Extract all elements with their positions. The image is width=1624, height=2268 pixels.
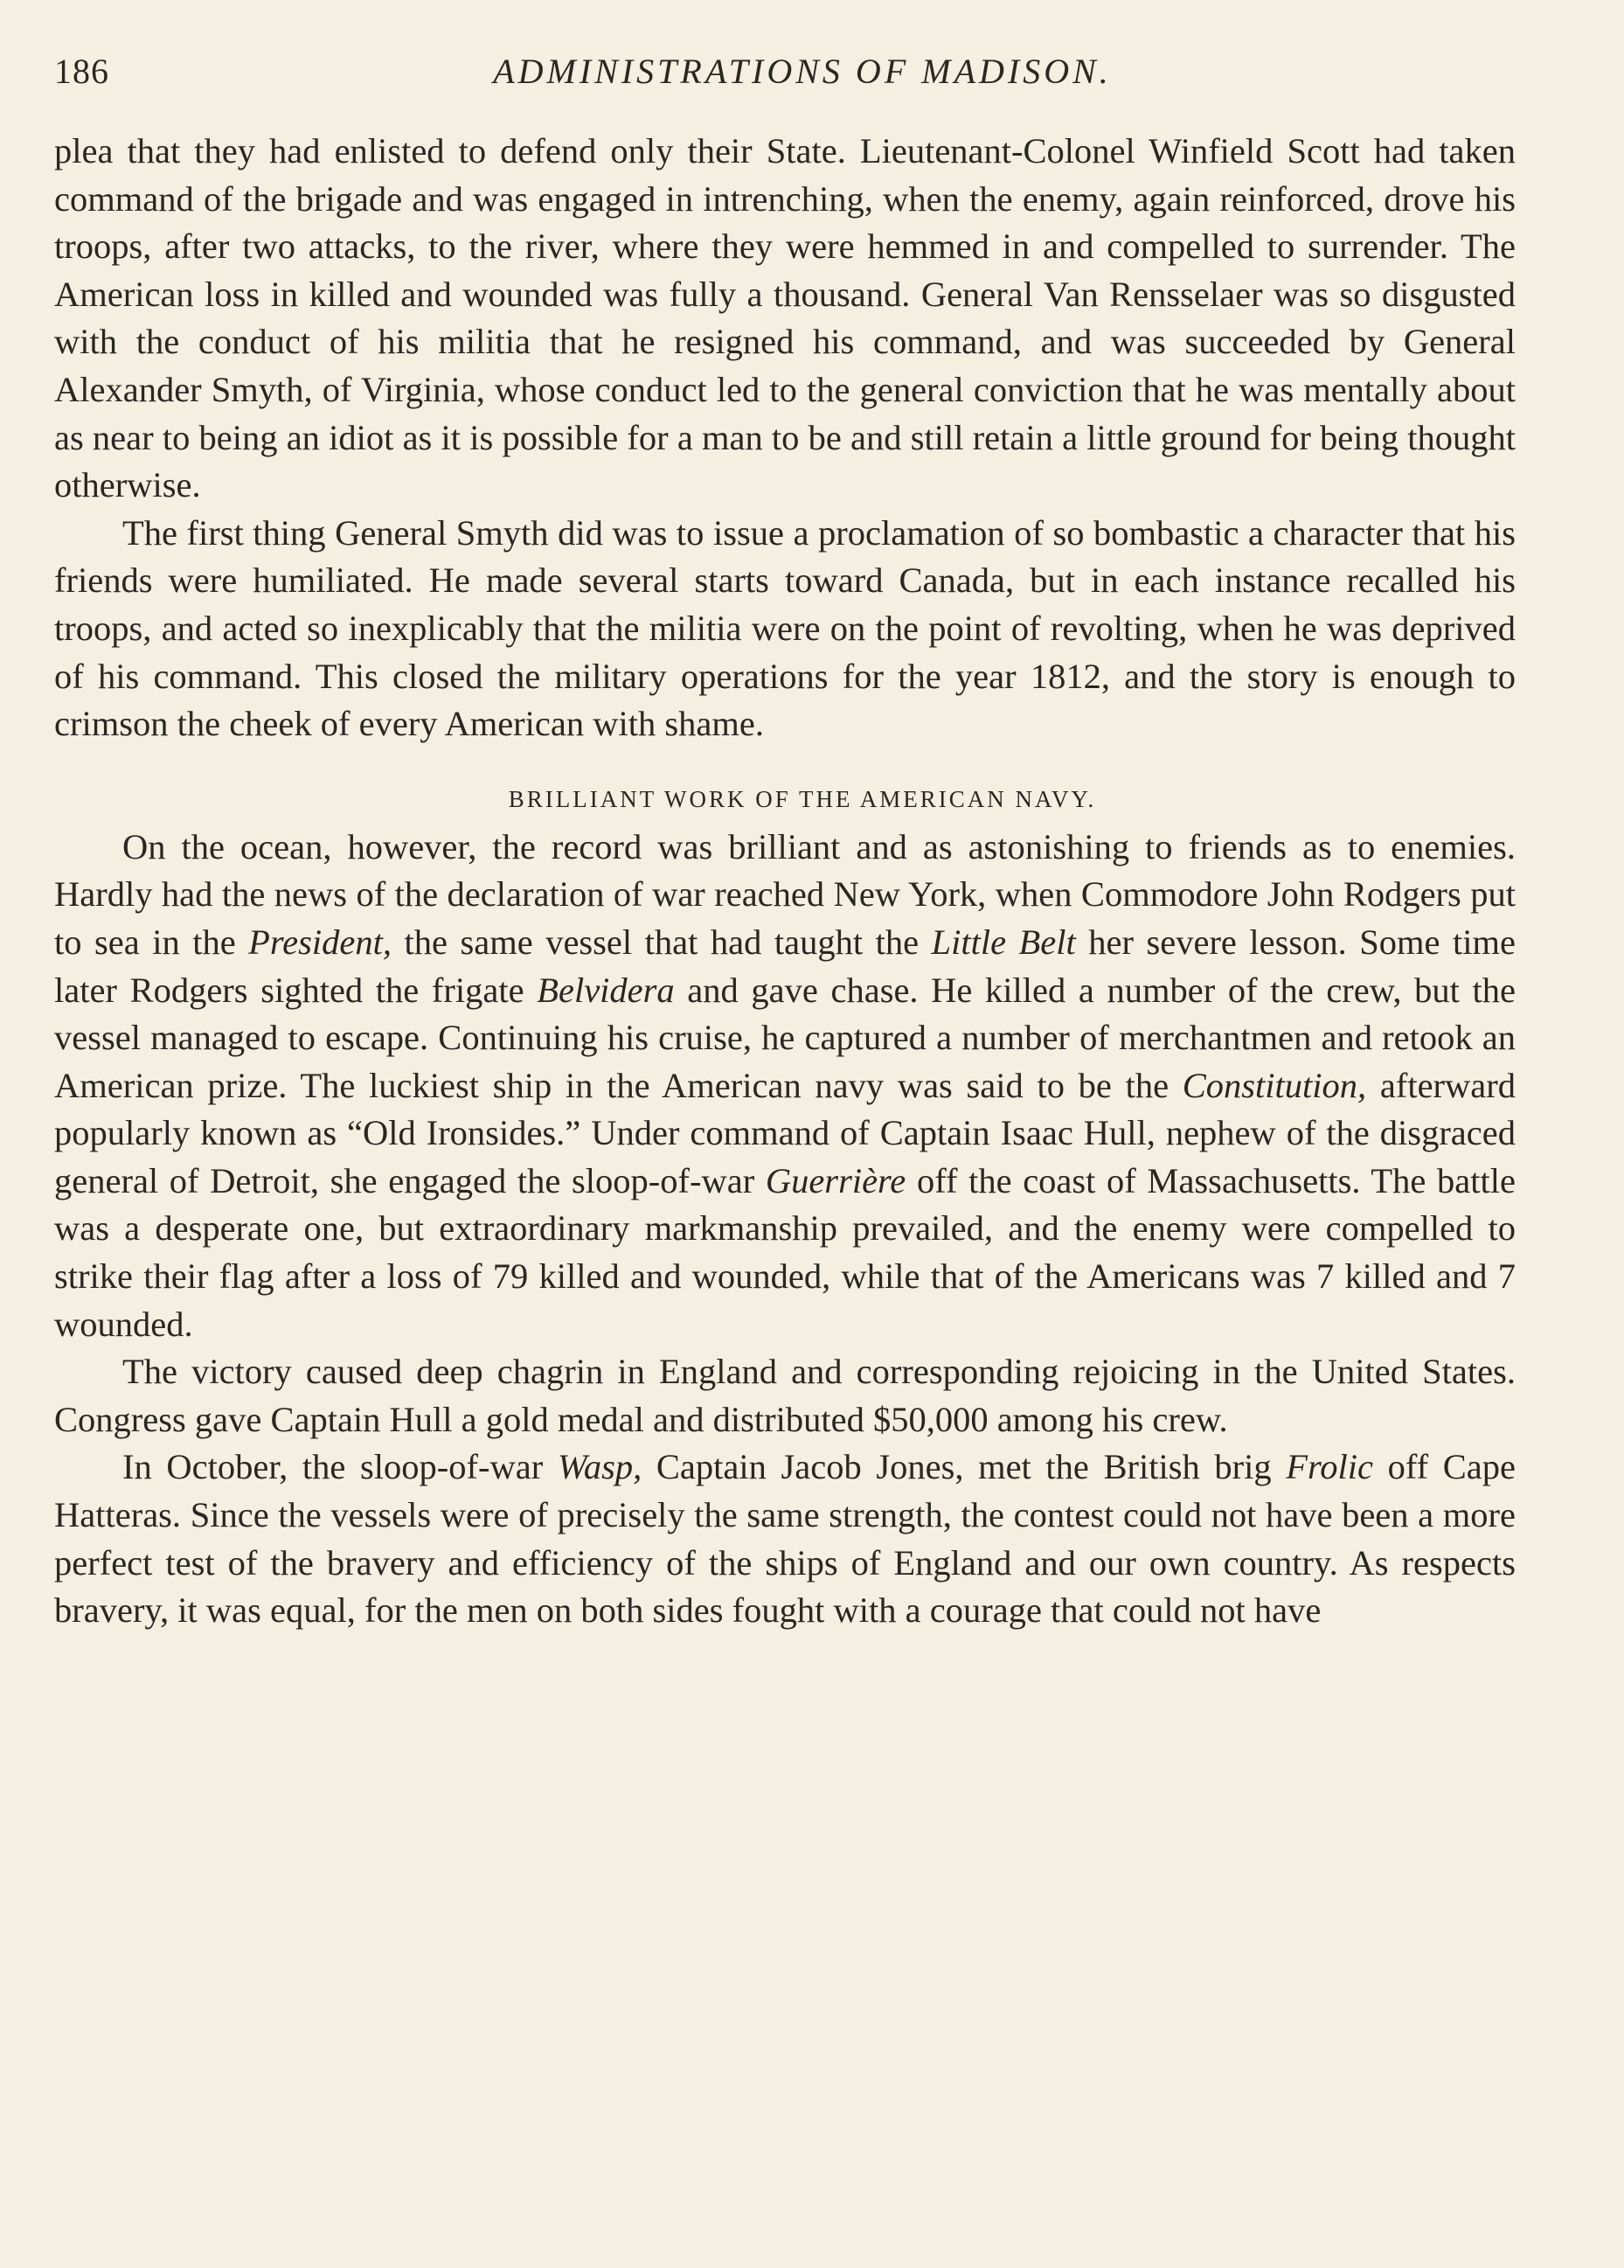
text-run: In October, the sloop-of-war (122, 1447, 558, 1487)
ship-name-president: President, (248, 922, 392, 962)
body-text (54, 128, 1516, 1635)
text-run: Captain Jacob Jones, met the British brig (642, 1447, 1287, 1487)
ship-name-constitution: Constitution, (1182, 1065, 1367, 1105)
ship-name-wasp: Wasp, (557, 1447, 642, 1487)
book-page (54, 45, 1516, 1635)
running-head (54, 45, 1516, 98)
paragraph-4: The victory caused deep chagrin in England and corresponding rejoicing in the United States. Congress gave Captain Hull a gold medal and distributed $50,000 among his crew. (54, 1352, 1516, 1439)
text-run: the same vessel that had taught the (392, 922, 932, 962)
ship-name-frolic: Frolic (1286, 1447, 1374, 1487)
text-run: On the ocean, however, the record was brilliant and as astonishing to friends as to enemies. Hardly had the news of the declaration of war reached New York, when Commodore John Rodgers put to sea in the (54, 826, 1516, 962)
text-run: afterward popularly known as “Old Ironsides.” Under command of Captain Isaac Hull, nephew of the disgraced general of Detroit, she engaged the sloop-of-war (54, 1065, 1516, 1200)
text-run: her severe lesson. Some time later Rodgers sighted the frigate (54, 922, 1516, 1010)
paragraph-3 (54, 824, 1516, 1349)
text-run: off the coast of Massachusetts. The battle was a desperate one, but extraordinary markmanship prevailed, and the enemy were compelled to strike their flag after a loss of 79 killed and wounded, while that of the Americans was 7 killed and 7 wounded. (54, 1160, 1516, 1344)
page-number: 186 (54, 52, 109, 91)
ship-name-belvidera: Belvidera (537, 970, 675, 1010)
paragraph-5 (54, 1444, 1516, 1634)
ship-name-little-belt: Little Belt (931, 922, 1076, 962)
running-title: ADMINISTRATIONS OF MADISON. (493, 52, 1112, 91)
text-run: off Cape Hatteras. Since the vessels were of precisely the same strength, the contest could not have been a more perfect test of the bravery and efficiency of the ships of England and our own country. As respects bravery, it was equal, for the men on both sides fought with a courage that could not have (54, 1447, 1516, 1631)
section-heading: BRILLIANT WORK OF THE AMERICAN NAVY. (508, 785, 1097, 812)
ship-name-guerriere: Guerrière (765, 1160, 906, 1200)
paragraph-2: The first thing General Smyth did was to issue a proclamation of so bombastic a character that his friends were humiliated. He made several starts toward Canada, but in each instance recalled his troops, and acted so inexplicably that the militia were on the point of revolting, when he was deprived of his command. This closed the military operations for the year 1812, and the story is enough to crimson the cheek of every American with shame. (54, 512, 1516, 744)
paragraph-1: plea that they had enlisted to defend only their State. Lieutenant-Colonel Winfield Scott had taken command of the brigade and was engaged in intrenching, when the enemy, again reinforced, drove his troops, after two attacks, to the river, where they were hemmed in and compelled to surrender. The American loss in killed and wounded was fully a thousand. General Van Rensselaer was so disgusted with the conduct of his militia that he resigned his command, and was succeeded by General Alexander Smyth, of Virginia, whose conduct led to the general conviction that he was mentally about as near to being an idiot as it is possible for a man to be and still retain a little ground for being thought otherwise. (54, 131, 1516, 505)
text-run: and gave chase. He killed a number of the crew, but the vessel managed to escape. Continuing his cruise, he captured a number of merchantmen and retook an American prize. The luckiest ship in the American navy was said to be the (54, 970, 1516, 1105)
